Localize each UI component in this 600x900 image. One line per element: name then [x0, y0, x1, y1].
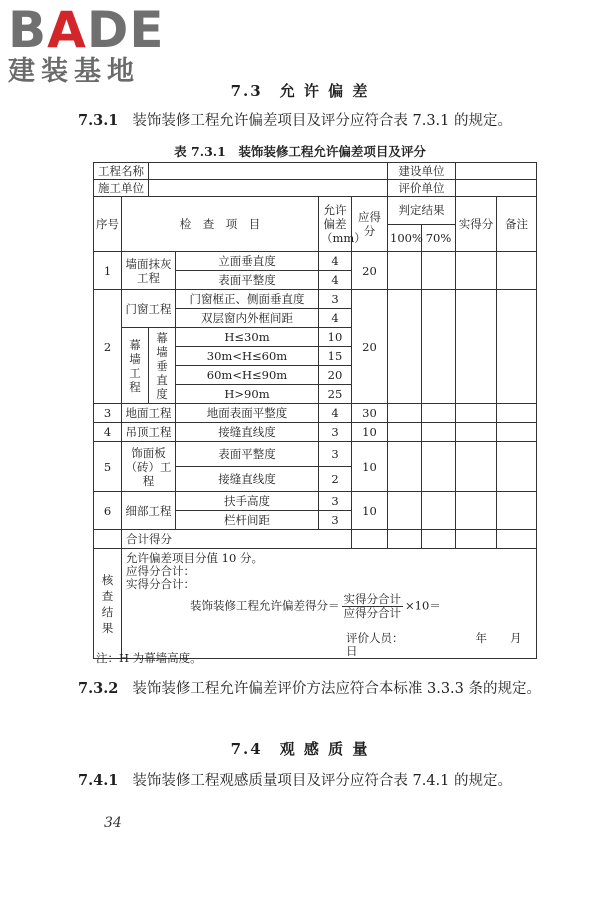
- value-evaluator: [456, 180, 537, 197]
- row-item: 接缝直线度: [176, 467, 319, 492]
- review-line-1: 允许偏差项目分值 10 分。: [126, 551, 263, 565]
- clause-number: 7.3.2: [78, 680, 119, 697]
- header-item: 检 查 项 目: [122, 197, 319, 252]
- clause-7-4-1: [78, 768, 578, 794]
- logo-letter-b: B: [8, 1, 48, 59]
- header-actual: 实得分: [456, 197, 497, 252]
- cell-100: [388, 442, 422, 492]
- row-dev: 3: [319, 511, 352, 530]
- value-project-name: [149, 163, 388, 180]
- row-item: 60m<H≤90m: [176, 366, 319, 385]
- review-label: 核查结果: [94, 549, 122, 659]
- header-score: 应得分: [352, 197, 388, 252]
- cell-70: [422, 492, 456, 530]
- table-row: [94, 423, 537, 442]
- cell-remark: [497, 423, 537, 442]
- row-subcategory: 幕墙垂直度: [149, 328, 176, 404]
- header-70: 70%: [422, 224, 456, 252]
- table-header-row: [94, 197, 537, 225]
- sign-date: 年 月 日: [346, 631, 545, 658]
- row-no: 3: [94, 404, 122, 423]
- row-item: 门窗框正、侧面垂直度: [176, 290, 319, 309]
- review-row: [94, 549, 537, 659]
- row-no: 6: [94, 492, 122, 530]
- row-dev: 3: [319, 492, 352, 511]
- row-dev: 4: [319, 404, 352, 423]
- header-no: 序号: [94, 197, 122, 252]
- deviation-table: [93, 162, 545, 659]
- row-dev: 20: [319, 366, 352, 385]
- row-category: 墙面抹灰工程: [122, 252, 176, 290]
- cell-actual: [456, 290, 497, 404]
- row-dev: 2: [319, 467, 352, 492]
- row-no: 4: [94, 423, 122, 442]
- table-row: [94, 404, 537, 423]
- row-item: 接缝直线度: [176, 423, 319, 442]
- cell-70: [422, 442, 456, 492]
- table-row: [94, 163, 537, 180]
- total-remark: [497, 530, 537, 549]
- total-70: [422, 530, 456, 549]
- row-dev: 3: [319, 442, 352, 467]
- row-item: 栏杆间距: [176, 511, 319, 530]
- value-builder: [456, 163, 537, 180]
- row-score: 30: [352, 404, 388, 423]
- cell-actual: [456, 252, 497, 290]
- section-title-7-3: 7.3 允 许 偏 差: [230, 82, 370, 100]
- row-category: 吊顶工程: [122, 423, 176, 442]
- signer-label: 评价人员：: [346, 631, 404, 645]
- cell-remark: [497, 252, 537, 290]
- cell-70: [422, 423, 456, 442]
- value-constructor: [149, 180, 388, 197]
- row-no: 1: [94, 252, 122, 290]
- row-item: 表面平整度: [176, 442, 319, 467]
- logo-letters-de: DE: [86, 1, 165, 59]
- row-category: 饰面板（砖）工程: [122, 442, 176, 492]
- clause-7-3-2: [78, 676, 578, 702]
- row-dev: 10: [319, 328, 352, 347]
- table-row: [94, 442, 537, 467]
- cell-remark: [497, 290, 537, 404]
- row-dev: 4: [319, 271, 352, 290]
- label-builder: 建设单位: [388, 163, 456, 180]
- header-judge: 判定结果: [388, 197, 456, 225]
- row-dev: 4: [319, 309, 352, 328]
- row-item: 30m<H≤60m: [176, 347, 319, 366]
- review-formula: [126, 593, 534, 620]
- clause-text: 装饰装修工程允许偏差评价方法应符合本标准 3.3.3 条的规定。: [132, 681, 541, 697]
- formula-prefix: 装饰装修工程允许偏差得分＝: [190, 598, 340, 613]
- review-line-2: 应得分合计：: [126, 564, 195, 578]
- cell-actual: [456, 404, 497, 423]
- row-item: 表面平整度: [176, 271, 319, 290]
- row-score: 10: [352, 423, 388, 442]
- review-line-3: 实得分合计：: [126, 577, 195, 591]
- table-row: [94, 180, 537, 197]
- row-no: 5: [94, 442, 122, 492]
- row-category: 门窗工程: [122, 290, 176, 328]
- page-number: 34: [104, 815, 122, 831]
- label-constructor: 施工单位: [94, 180, 149, 197]
- section-title-7-4: 7.4 观 感 质 量: [230, 740, 370, 758]
- review-content: [122, 549, 545, 659]
- label-evaluator: 评价单位: [388, 180, 456, 197]
- table-row: [94, 290, 537, 309]
- cell-70: [422, 290, 456, 404]
- clause-number: 7.3.1: [78, 112, 119, 129]
- cell-actual: [456, 423, 497, 442]
- formula-numerator: 实得分合计: [343, 592, 401, 606]
- cell-70: [422, 252, 456, 290]
- row-item: H≤30m: [176, 328, 319, 347]
- label-project-name: 工程名称: [94, 163, 149, 180]
- formula-suffix: ×10＝: [405, 598, 441, 613]
- total-100: [388, 530, 422, 549]
- cell-100: [388, 423, 422, 442]
- clause-number: 7.4.1: [78, 772, 119, 789]
- row-dev: 3: [319, 423, 352, 442]
- row-item: 立面垂直度: [176, 252, 319, 271]
- row-score: 20: [352, 290, 388, 404]
- total-actual: [456, 530, 497, 549]
- cell-remark: [497, 442, 537, 492]
- table-row: [94, 252, 537, 271]
- cell-actual: [456, 442, 497, 492]
- cell-remark: [497, 404, 537, 423]
- logo-wordmark: [8, 1, 165, 59]
- header-100: 100%: [388, 224, 422, 252]
- bade-logo: [8, 1, 165, 88]
- clause-7-3-1: [78, 108, 578, 134]
- row-dev: 15: [319, 347, 352, 366]
- table-row: [94, 530, 537, 549]
- row-item: 地面表面平整度: [176, 404, 319, 423]
- row-dev: 3: [319, 290, 352, 309]
- cell-100: [388, 252, 422, 290]
- cell-actual: [456, 492, 497, 530]
- cell-remark: [497, 492, 537, 530]
- total-score: [352, 530, 388, 549]
- logo-chinese: 建装基地: [8, 56, 140, 87]
- row-dev: 4: [319, 252, 352, 271]
- cell-100: [388, 290, 422, 404]
- clause-text: 装饰装修工程观感质量项目及评分应符合表 7.4.1 的规定。: [132, 773, 512, 789]
- table-note: 注：H 为幕墙高度。: [96, 651, 202, 665]
- formula-fraction: [342, 593, 404, 620]
- row-category: 幕墙工程: [122, 328, 149, 404]
- cell-100: [388, 492, 422, 530]
- row-category: 细部工程: [122, 492, 176, 530]
- row-category: 地面工程: [122, 404, 176, 423]
- total-blank: [94, 530, 122, 549]
- header-deviation: 允许偏差（mm）: [319, 197, 352, 252]
- table-row: [94, 492, 537, 511]
- row-no: 2: [94, 290, 122, 404]
- row-item: 双层窗内外框间距: [176, 309, 319, 328]
- row-score: 10: [352, 442, 388, 492]
- table-caption: 表 7.3.1 装饰装修工程允许偏差项目及评分: [174, 144, 426, 159]
- total-label: 合计得分: [122, 530, 352, 549]
- formula-denominator: 应得分合计: [343, 606, 401, 620]
- cell-70: [422, 404, 456, 423]
- row-dev: 25: [319, 385, 352, 404]
- row-item: 扶手高度: [176, 492, 319, 511]
- row-item: H>90m: [176, 385, 319, 404]
- clause-text: 装饰装修工程允许偏差项目及评分应符合表 7.3.1 的规定。: [132, 113, 512, 129]
- row-score: 20: [352, 252, 388, 290]
- header-remark: 备注: [497, 197, 537, 252]
- logo-letter-a: A: [47, 1, 87, 59]
- row-score: 10: [352, 492, 388, 530]
- cell-100: [388, 404, 422, 423]
